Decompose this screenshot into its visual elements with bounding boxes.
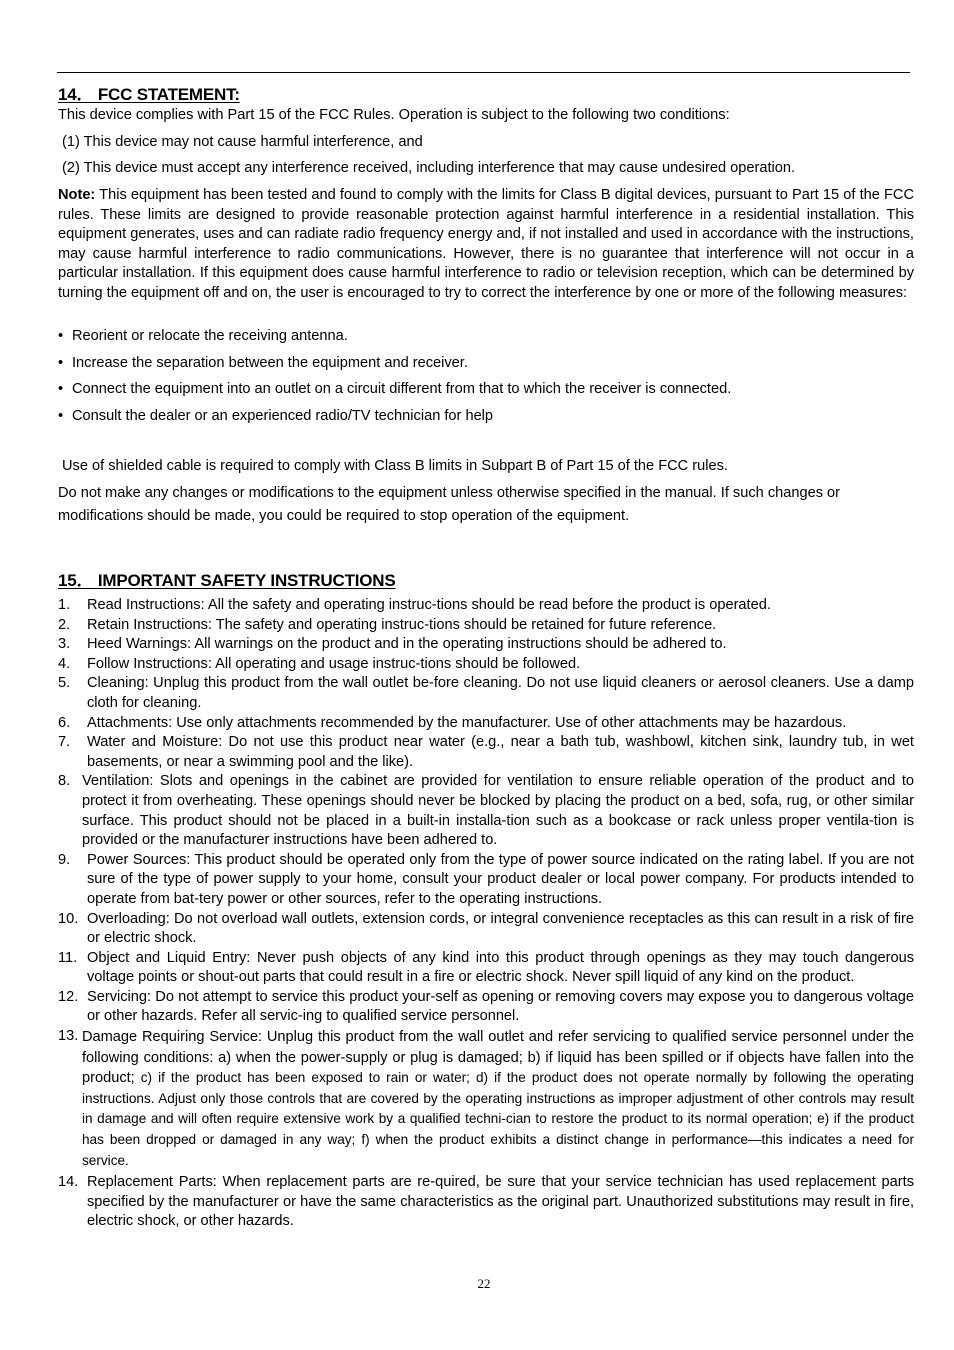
list-item: • Consult the dealer or an experienced radio/TV technician for help bbox=[58, 407, 914, 434]
header-rule bbox=[57, 72, 910, 73]
fcc-condition-1: (1) This device may not cause harmful interference, and bbox=[62, 134, 423, 150]
fcc-condition-2: (2) This device must accept any interference received, including interference that may cause undesired operation. bbox=[62, 160, 796, 176]
shielded-cable-text: Use of shielded cable is required to comply with Class B limits in Subpart B of Part 15 of the FCC rules. bbox=[62, 458, 728, 474]
fcc-note bbox=[58, 186, 914, 304]
list-item: 6. Attachments: Use only attachments recommended by the manufacturer. Use of other attachments may be hazardous. bbox=[58, 714, 847, 731]
note-label: Note: bbox=[58, 187, 96, 203]
fcc-intro: This device complies with Part 15 of the FCC Rules. Operation is subject to the following two conditions: bbox=[58, 107, 730, 123]
list-item: 3. Heed Warnings: All warnings on the product and in the operating instructions should be adhered to. bbox=[58, 636, 727, 653]
list-item: 13. Damage Requiring Service: Unplug this product from the wall outlet and refer servicing to qualified service personnel under the following conditions: a) when the power-supply or plug is damaged; b) if liquid has been spilled or if objects have fallen into the product; c) if the product has been exposed to rain or water; d) if the product does not operate normally by following the operating instructions. Adjust only those controls that are covered by the operating instructions as improper adjustment of other controls may result in damage and will often require extensive work by a qualified techni-cian to restore the product to its normal operation; e) if the product has been dropped or damaged in any way; f) when the product exhibits a distinct change in performance—this indicates a need for service. bbox=[58, 1028, 914, 1168]
page-number: 22 bbox=[477, 1276, 491, 1291]
fcc-heading: 14． FCC STATEMENT: bbox=[58, 85, 240, 104]
bullet-icon: • bbox=[58, 328, 64, 344]
bullet-icon: • bbox=[58, 381, 64, 398]
safety-list bbox=[58, 596, 914, 1232]
measures-list bbox=[58, 327, 914, 433]
list-item: 2. Retain Instructions: The safety and operating instruc-tions should be retained for future reference. bbox=[58, 616, 717, 633]
safety-heading: 15． IMPORTANT SAFETY INSTRUCTIONS bbox=[58, 571, 396, 590]
list-item: 14. Replacement Parts: When replacement parts are re-quired, be sure that your service technician has used replacement parts specified by the manufacturer or have the same characteristics as the original part. Unauthorized substitutions may result in fire, electric shock, or other hazards. bbox=[58, 1174, 914, 1230]
list-item: 12. Servicing: Do not attempt to service this product your-self as opening or removing covers may expose you to dangerous voltage or other hazards. Refer all servic-ing to qualified service personnel. bbox=[58, 988, 914, 1025]
list-item: 7. Water and Moisture: Do not use this product near water (e.g., near a bath tub, washbowl, kitchen sink, laundry tub, in wet basements, or near a swimming pool and the like). bbox=[58, 734, 914, 770]
bullet-icon: • bbox=[58, 407, 64, 424]
list-item: 4. Follow Instructions: All operating and usage instruc-tions should be followed. bbox=[58, 655, 581, 672]
list-item: 5. Cleaning: Unplug this product from the wall outlet be-fore cleaning. Do not use liquid cleaners or aerosol cleaners. Use a damp cloth for cleaning. bbox=[58, 675, 914, 711]
modifications-text: Do not make any changes or modifications to the equipment unless otherwise specified in the manual. If such changes or modifications should be made, you could be required to stop operation of the equipment. bbox=[58, 485, 841, 525]
note-text: This equipment has been tested and found to comply with the limits for Class B digital devices, pursuant to Part 15 of the FCC rules. These limits are designed to provide reasonable protection against harmful interference in a residential installation. This equipment generates, uses and can radiate radio frequency energy and, if not installed and used in accordance with the instructions, may cause harmful interference to radio communications. However, there is no guarantee that interference will not occur in a particular installation. If this equipment does cause harmful interference to radio or television reception, which can be determined by turning the equipment off and on, the user is encouraged to try to correct the interference by one or more of the following measures: bbox=[58, 187, 914, 301]
list-item: 10. Overloading: Do not overload wall outlets, extension cords, or integral convenience receptacles as this can result in a risk of fire or electric shock. bbox=[58, 910, 914, 947]
list-item: • Connect the equipment into an outlet on a circuit different from that to which the receiver is connected. bbox=[58, 380, 914, 407]
list-item: 8. Ventilation: Slots and openings in the cabinet are provided for ventilation to ensure reliable operation of the product and to protect it from overheating. These openings should never be blocked by placing the product on a bed, sofa, rug, or other similar surface. This product should not be placed in a built-in installa-tion such as a bookcase or rack unless proper ventila-tion is provided or the manufacturer instructions have been adhered to. bbox=[58, 773, 914, 849]
list-item: • Increase the separation between the equipment and receiver. bbox=[58, 354, 914, 381]
list-item: 9. Power Sources: This product should be operated only from the type of power source indicated on the rating label. If you are not sure of the type of power supply to your home, consult your product dealer or local power company. For products intended to operate from bat-tery power or other sources, refer to the operating instructions. bbox=[58, 851, 914, 907]
list-item: • Reorient or relocate the receiving antenna. bbox=[58, 327, 914, 354]
list-item: 1. Read Instructions: All the safety and operating instruc-tions should be read before the product is operated. bbox=[58, 597, 771, 613]
list-item: 11. Object and Liquid Entry: Never push objects of any kind into this product through openings as they may touch dangerous voltage points or shout-out parts that could result in a fire or electric shock. Never spill liquid of any kind on the product. bbox=[58, 949, 914, 986]
bullet-icon: • bbox=[58, 354, 64, 371]
